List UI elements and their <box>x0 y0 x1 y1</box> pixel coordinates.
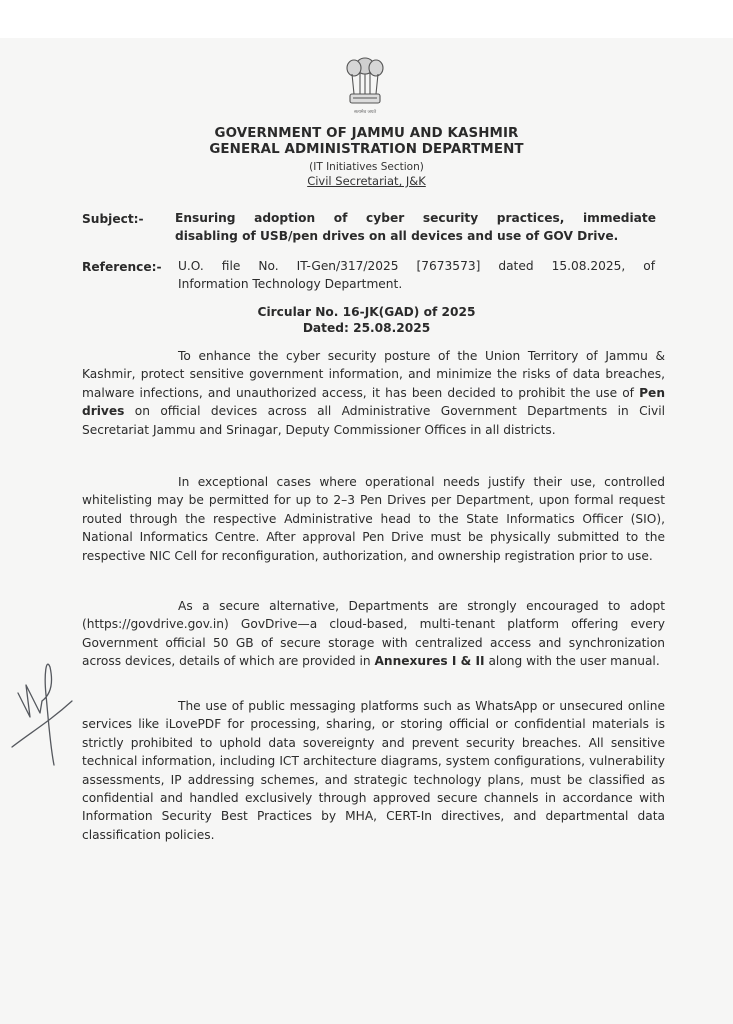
government-title: GOVERNMENT OF JAMMU AND KASHMIR <box>214 126 519 141</box>
reference-label: Reference:- <box>82 260 162 274</box>
department-title: GENERAL ADMINISTRATION DEPARTMENT <box>209 142 524 157</box>
reference-line-2: Information Technology Department. <box>178 277 403 291</box>
subject-line-2: disabling of USB/pen drives on all devices and use of GOV Drive. <box>175 229 619 243</box>
paragraph-1: To enhance the cyber security posture of the Union Territory of Jammu & Kashmir, protect sensitive government information, and minimize the risks of data breaches, malware infections, and unauthorized access, it has been decided to prohibit the use of Pen drives on official devices across all Administrative Government Departments in Civil Secretariat Jammu and Srinagar, Deputy Commissioner Offices in all districts. <box>82 349 665 437</box>
emphasis-annexures: Annexures I & II <box>374 654 485 669</box>
emphasis-pen-drives: Pen drives <box>82 385 665 419</box>
paragraph-4: The use of public messaging platforms such as WhatsApp or unsecured online services like iLovePDF for processing, sharing, or storing official or confidential materials is strictly prohibited to uphold data sovereignty and prevent security breaches. All sensitive technical information, including ICT architecture diagrams, system configurations, vulnerability assessments, IP addressing schemes, and strategic technology plans, must be classified as confidential and handled exclusively through approved secure channels in accordance with Information Security Best Practices by MHA, CERT-In directives, and departmental data classification policies. <box>82 699 665 842</box>
circular-date: Dated: 25.08.2025 <box>302 321 431 335</box>
reference-line-1: U.O. file No. IT-Gen/317/2025 [7673573] dated 15.08.2025, of <box>178 259 655 273</box>
svg-text:सत्यमेव जयते: सत्यमेव जयते <box>353 110 377 115</box>
circular-number: Circular No. 16-JK(GAD) of 2025 <box>257 305 476 319</box>
top-margin <box>0 0 733 38</box>
paragraph-2: In exceptional cases where operational needs justify their use, controlled whitelisting may be permitted for up to 2–3 Pen Drives per Department, upon formal request routed through the respective Administrative head to the State Informatics Officer (SIO), National Informatics Centre. After approval Pen Drive must be physically submitted to the respective NIC Cell for reconfiguration, authorization, and ownership registration prior to use. <box>82 475 665 563</box>
paragraph-3: As a secure alternative, Departments are strongly encouraged to adopt (https://govdrive.gov.in) GovDrive—a cloud-based, multi-tenant platform offering every Government official 50 GB of secure storage with centralized access and synchronization across devices, details of which are provided in Annexures I & II along with the user manual. <box>82 599 665 669</box>
subject-line-1: Ensuring adoption of cyber security practices, immediate <box>175 211 656 225</box>
section-name: (IT Initiatives Section) <box>309 161 424 173</box>
national-emblem-icon <box>340 52 390 118</box>
handwritten-signature-icon <box>6 655 76 767</box>
subject-label: Subject:- <box>82 212 144 226</box>
office-location: Civil Secretariat, J&K <box>307 174 426 188</box>
